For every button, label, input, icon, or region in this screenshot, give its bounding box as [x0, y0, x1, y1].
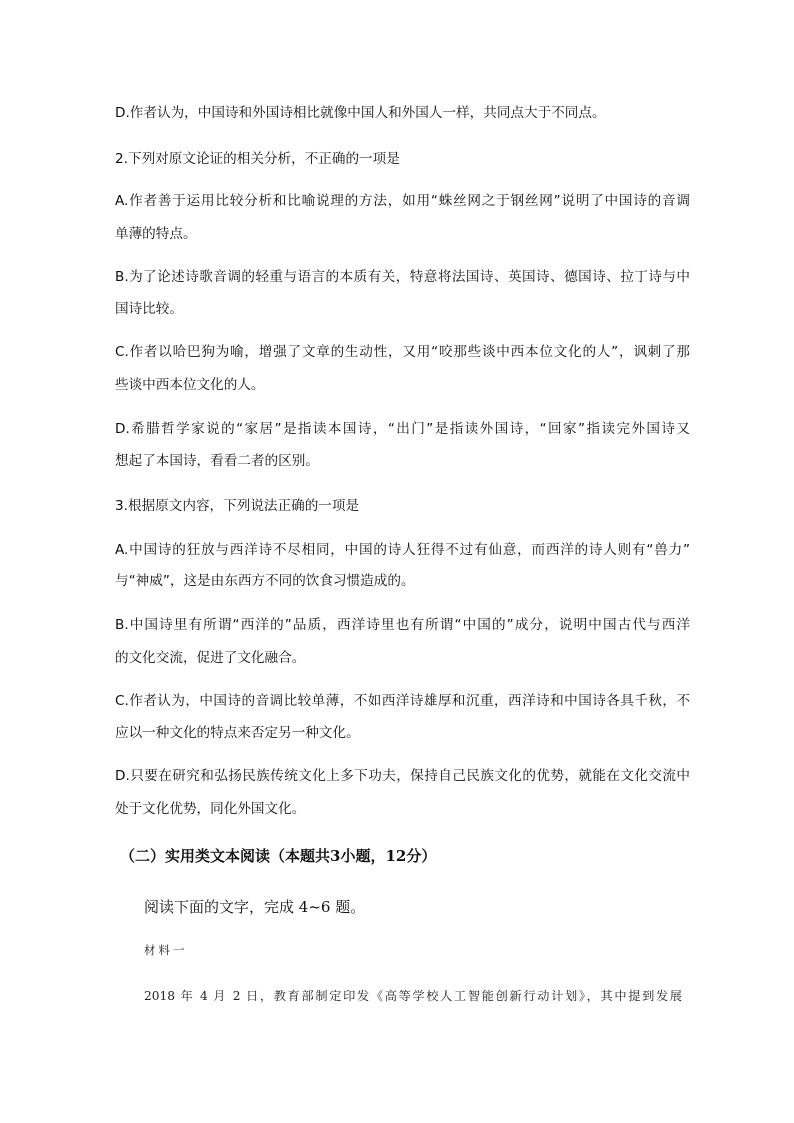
- q3-option-a-line2: 与“神威”，这是由东西方不同的饮食习惯造成的。: [115, 573, 415, 589]
- q2-option-a-line1: A.作者善于运用比较分析和比喻说理的方法，如用“蛛丝网之于钢丝网”说明了中国诗的音调: [115, 193, 690, 209]
- section-intro: 阅读下面的文字，完成 4~6 题。: [144, 898, 366, 916]
- q2-option-a-line2: 单薄的特点。: [115, 226, 197, 242]
- q3-stem: 3.根据原文内容，下列说法正确的一项是: [115, 498, 360, 514]
- q2-option-c-line2: 些谈中西本位文化的人。: [115, 377, 265, 393]
- q3-option-d-line2: 处于文化优势，同化外国文化。: [115, 801, 306, 817]
- section-heading: （二）实用类文本阅读（本题共3小题，12分）: [120, 847, 437, 865]
- q3-option-b-line2: 的文化交流，促进了文化融合。: [115, 650, 306, 666]
- q3-option-d-line1: D.只要在研究和弘扬民族传统文化上多下功夫，保持自己民族文化的优势，就能在文化交流中: [115, 768, 690, 784]
- q2-option-d-line2: 想起了本国诗，看看二者的区别。: [115, 453, 319, 469]
- q2-option-b-line2: 国诗比较。: [115, 301, 183, 317]
- q2-stem: 2.下列对原文论证的相关分析，不正确的一项是: [115, 151, 400, 167]
- q1-option-d: D.作者认为，中国诗和外国诗相比就像中国人和外国人一样，共同点大于不同点。: [115, 105, 606, 121]
- q2-option-c-line1: C.作者以哈巴狗为喻，增强了文章的生动性，又用“咬那些谈中西本位文化的人”，讽刺了那: [115, 344, 690, 360]
- q3-option-a-line1: A.中国诗的狂放与西洋诗不尽相同，中国的诗人狂得不过有仙意，而西洋的诗人则有“兽力”: [115, 542, 690, 558]
- material-label: 材料一: [144, 943, 188, 957]
- q3-option-c-line1: C.作者认为，中国诗的音调比较单薄，不如西洋诗雄厚和沉重，西洋诗和中国诗各具千秋，不: [115, 693, 690, 709]
- material-line1: 2018 年 4 月 2 日，教育部制定印发《高等学校人工智能创新行动计划》，其中提到发展: [144, 989, 682, 1003]
- q2-option-d-line1: D.希腊哲学家说的“家居”是指读本国诗，“出门”是指读外国诗，“回家”指读完外国诗又: [115, 421, 690, 437]
- q3-option-c-line2: 应以一种文化的特点来否定另一种文化。: [115, 725, 360, 741]
- q3-option-b-line1: B.中国诗里有所谓“西洋的”品质，西洋诗里也有所谓“中国的”成分，说明中国古代与西洋: [115, 617, 690, 633]
- q2-option-b-line1: B.为了论述诗歌音调的轻重与语言的本质有关，特意将法国诗、英国诗、德国诗、拉丁诗与中: [115, 269, 690, 285]
